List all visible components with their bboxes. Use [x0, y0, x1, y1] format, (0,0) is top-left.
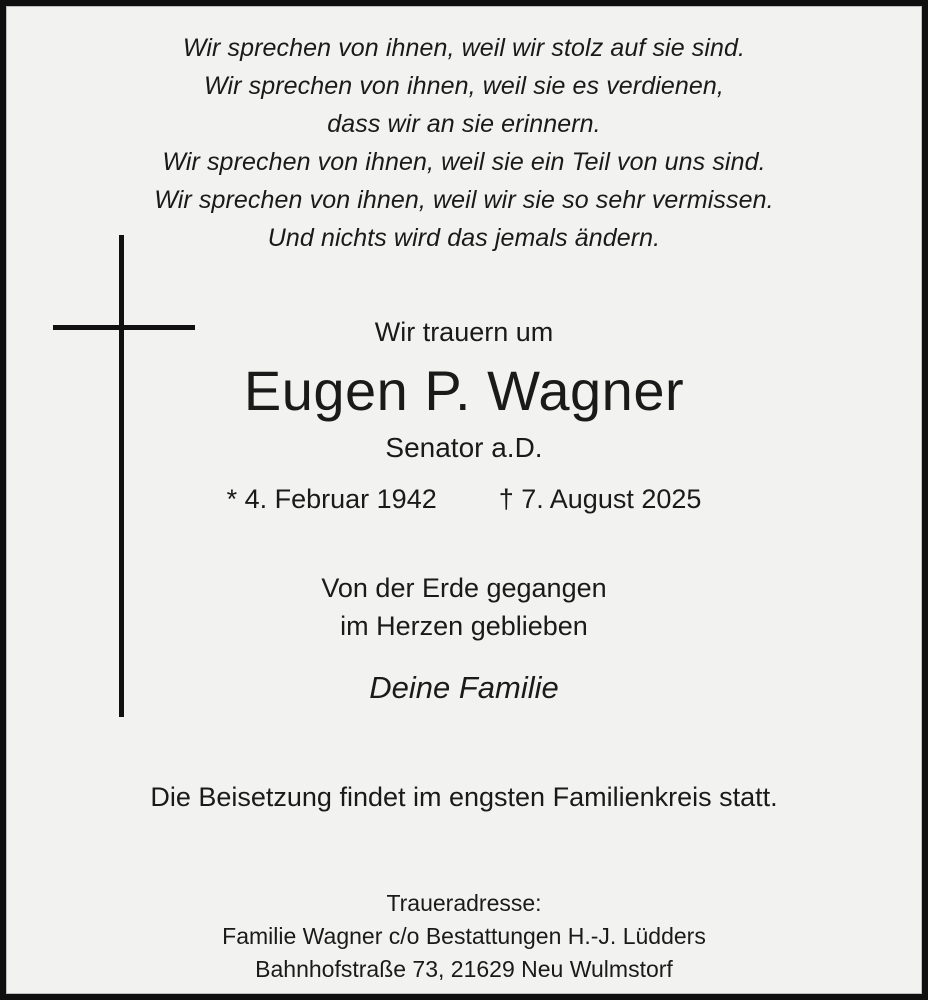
address-heading: Traueradresse: — [386, 890, 542, 916]
poem-line-5: Wir sprechen von ihnen, weil wir sie so sehr vermissen. — [154, 186, 774, 214]
poem-line-3: dass wir an sie erinnern. — [327, 110, 601, 138]
birth-date: * 4. Februar 1942 — [226, 484, 437, 514]
address-line-1: Familie Wagner c/o Bestattungen H.-J. Lüdders — [222, 923, 706, 949]
poem-block — [7, 7, 921, 257]
deceased-name: Eugen P. Wagner — [243, 359, 685, 422]
poem-line-1: Wir sprechen von ihnen, weil wir stolz auf sie sind. — [182, 34, 746, 62]
poem-line-6: Und nichts wird das jemals ändern. — [267, 224, 661, 252]
notice-inner-frame — [6, 6, 922, 994]
funeral-information: Die Beisetzung findet im engsten Familienkreis statt. — [150, 782, 778, 812]
verse-line-2: im Herzen geblieben — [340, 611, 588, 641]
family-signature: Deine Familie — [369, 670, 559, 705]
poem-line-4: Wir sprechen von ihnen, weil sie ein Teil von uns sind. — [162, 148, 766, 176]
mourning-line: Wir trauern um — [374, 317, 554, 347]
poem-line-2: Wir sprechen von ihnen, weil sie es verdienen, — [204, 72, 724, 100]
cross-icon — [53, 235, 195, 717]
address-line-2: Bahnhofstraße 73, 21629 Neu Wulmstorf — [255, 956, 673, 982]
death-date: † 7. August 2025 — [498, 484, 702, 514]
verse-line-1: Von der Erde gegangen — [321, 573, 607, 603]
condolence-address-block — [7, 887, 921, 986]
cross-vertical-bar — [119, 235, 124, 717]
cross-horizontal-bar — [53, 325, 195, 330]
deceased-title: Senator a.D. — [385, 432, 543, 463]
